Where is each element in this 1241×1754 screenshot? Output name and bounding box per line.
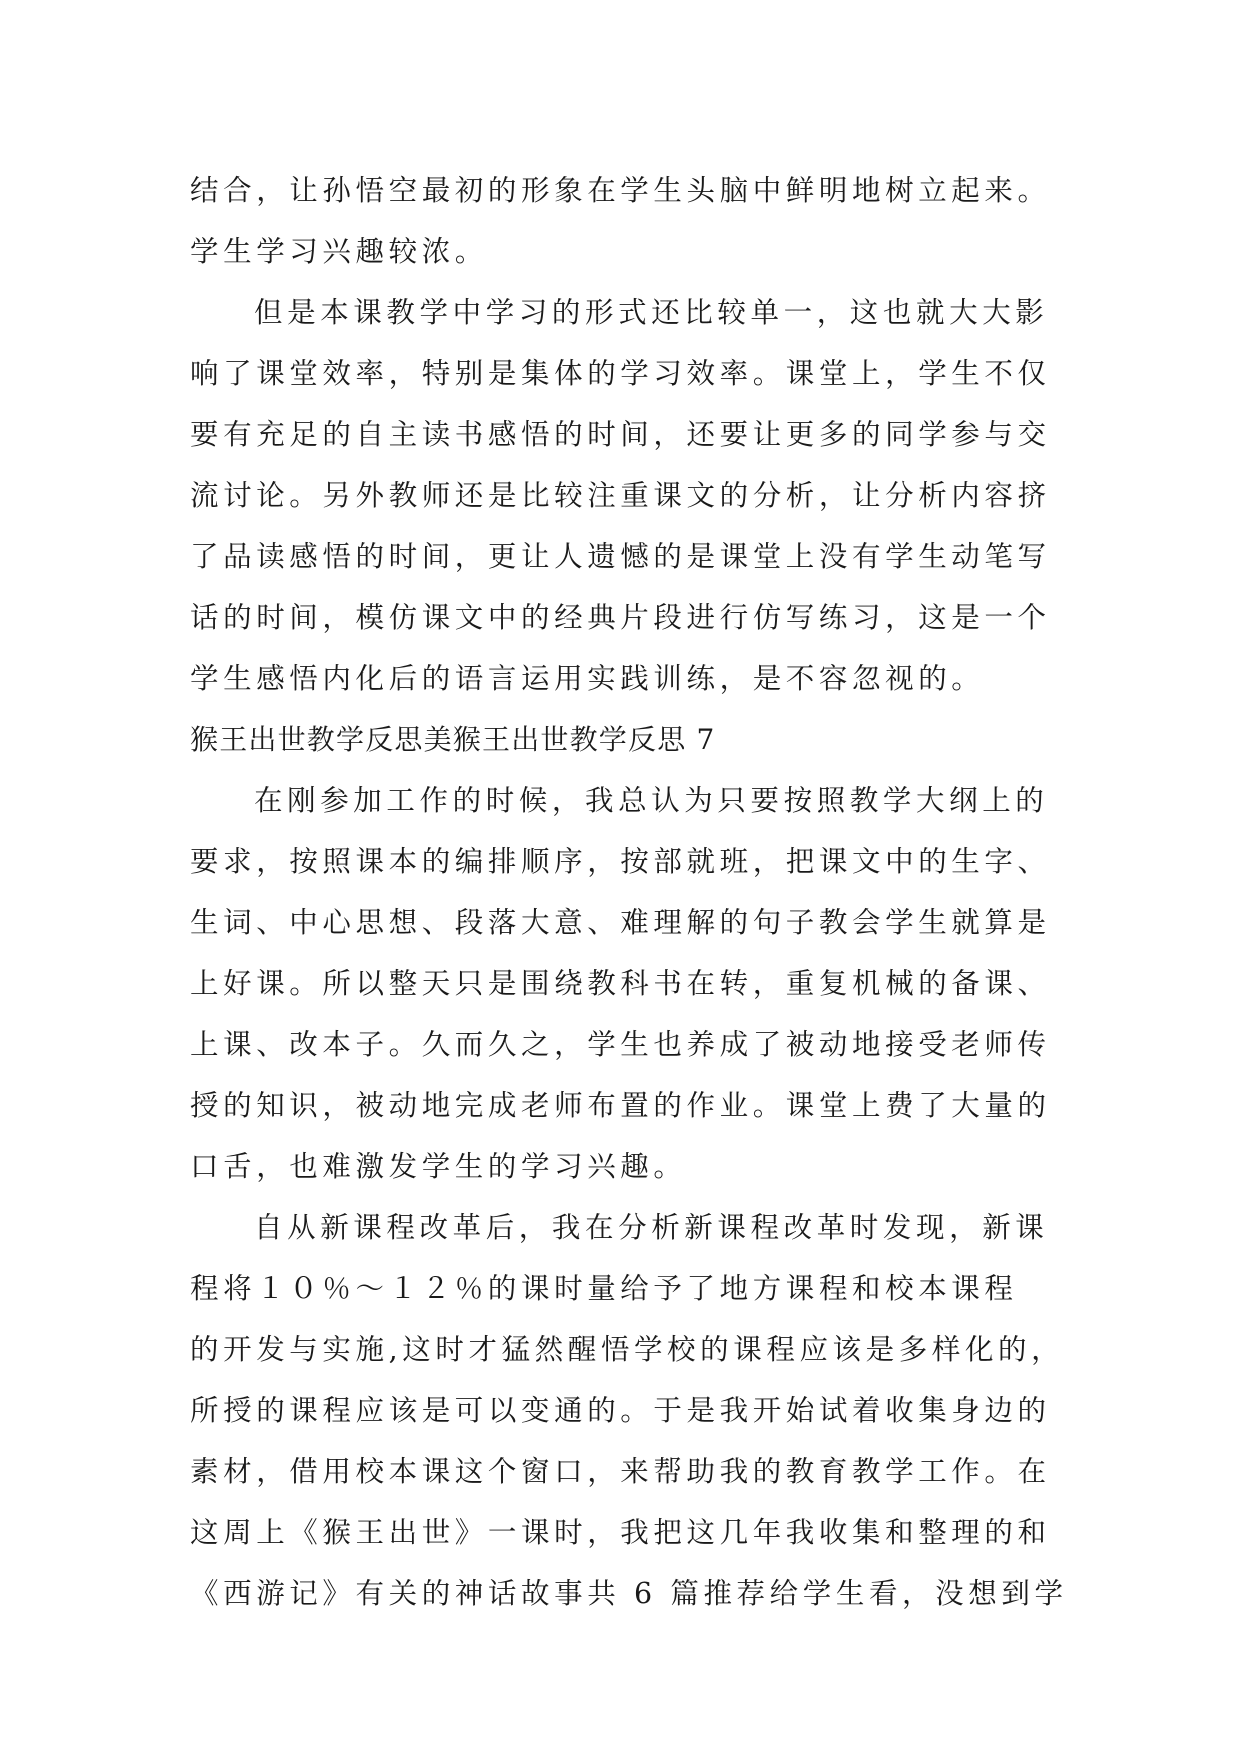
text-line: 的开发与实施,这时才猛然醒悟学校的课程应该是多样化的， (190, 1333, 1065, 1366)
text-line: 在刚参加工作的时候，我总认为只要按照教学大纲上的 (254, 784, 1049, 817)
text-line: 要求，按照课本的编排顺序，按部就班，把课文中的生字、 (190, 845, 1051, 878)
text-line: 上课、改本子。久而久之，学生也养成了被动地接受老师传 (190, 1028, 1051, 1061)
text-line: 学生学习兴趣较浓。 (190, 235, 488, 268)
text-line: 话的时间，模仿课文中的经典片段进行仿写练习，这是一个 (190, 601, 1051, 634)
text-line: 学生感悟内化后的语言运用实践训练，是不容忽视的。 (190, 662, 985, 695)
text-line: 所授的课程应该是可以变通的。于是我开始试着收集身边的 (190, 1394, 1051, 1427)
text-line: 生词、中心思想、段落大意、难理解的句子教会学生就算是 (190, 906, 1051, 939)
text-line: 要有充足的自主读书感悟的时间，还要让更多的同学参与交 (190, 418, 1051, 451)
text-line: 上好课。所以整天只是围绕教科书在转，重复机械的备课、 (190, 967, 1051, 1000)
text-line: 流讨论。另外教师还是比较注重课文的分析，让分析内容挤 (190, 479, 1051, 512)
text-line: 结合，让孙悟空最初的形象在学生头脑中鲜明地树立起来。 (190, 174, 1051, 207)
text-line: 这周上《猴王出世》一课时，我把这几年我收集和整理的和 (190, 1516, 1051, 1549)
document-body (190, 160, 1068, 1624)
section-heading: 猴王出世教学反思美猴王出世教学反思 7 (190, 723, 716, 756)
text-line: 了品读感悟的时间，更让人遗憾的是课堂上没有学生动笔写 (190, 540, 1051, 573)
text-line: 但是本课教学中学习的形式还比较单一，这也就大大影 (254, 296, 1049, 329)
text-line: 响了课堂效率，特别是集体的学习效率。课堂上，学生不仅 (190, 357, 1051, 390)
text-line: 授的知识，被动地完成老师布置的作业。课堂上费了大量的 (190, 1089, 1051, 1122)
text-line: 《西游记》有关的神话故事共 6 篇推荐给学生看，没想到学 (190, 1577, 1068, 1610)
text-line: 素材，借用校本课这个窗口，来帮助我的教育教学工作。在 (190, 1455, 1051, 1488)
text-line: 自从新课程改革后，我在分析新课程改革时发现，新课 (254, 1211, 1049, 1244)
text-line: 程将１０％～１２％的课时量给予了地方课程和校本课程 (190, 1272, 1018, 1305)
text-line: 口舌，也难激发学生的学习兴趣。 (190, 1150, 687, 1183)
